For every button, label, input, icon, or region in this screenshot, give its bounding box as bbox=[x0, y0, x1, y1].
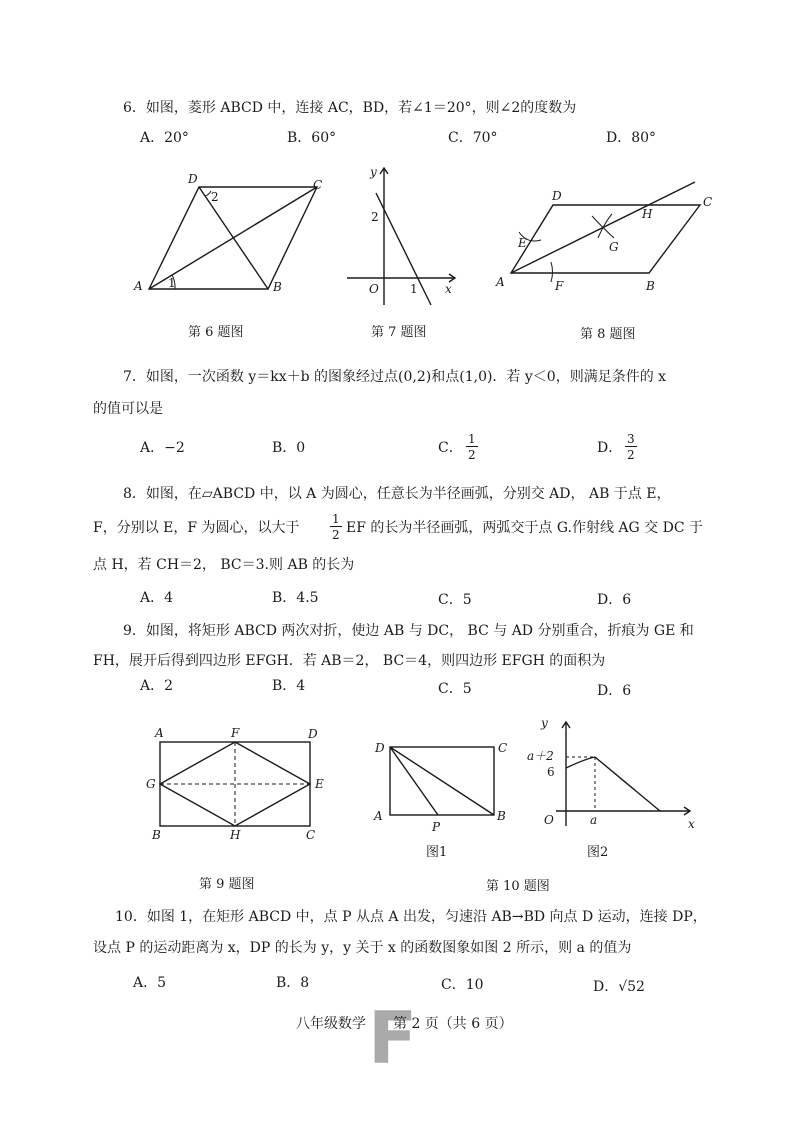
fig7-label-2: 2 bbox=[371, 210, 379, 224]
q10-option-a: A．5 bbox=[133, 975, 167, 991]
fig9-label-d: D bbox=[308, 727, 318, 741]
fig8-label-f: F bbox=[555, 279, 564, 293]
q7-stem-line2: 的值可以是 bbox=[93, 401, 163, 417]
fig8-label-h: H bbox=[642, 207, 653, 221]
q7-option-c: C． bbox=[438, 440, 463, 456]
q8-option-c: C．5 bbox=[438, 592, 472, 608]
fig10-group-caption: 第 10 题图 bbox=[486, 879, 550, 894]
fig9-label-f: F bbox=[231, 726, 240, 740]
fig8-label-b: B bbox=[646, 279, 655, 293]
q9-option-b: B．4 bbox=[272, 678, 306, 694]
q7-option-a: A．−2 bbox=[140, 440, 185, 456]
fig7-axes bbox=[347, 168, 455, 305]
fig7-label-y: y bbox=[370, 165, 377, 179]
q7-option-d-den: 2 bbox=[627, 448, 635, 462]
q6-option-b: B．60° bbox=[287, 130, 337, 146]
fig10a-label-c: C bbox=[498, 741, 508, 755]
fig7-label-o: O bbox=[369, 282, 379, 296]
q7-option-d-num: 3 bbox=[627, 432, 635, 446]
q10-option-d: D．√52 bbox=[593, 979, 645, 995]
watermark-f: F bbox=[368, 996, 418, 1080]
fig8-label-d: D bbox=[552, 189, 562, 203]
fig9-label-c: C bbox=[306, 828, 316, 842]
fig10b-label-y: y bbox=[541, 716, 548, 730]
q8-line1: 8．如图，在▱ABCD 中，以 A 为圆心，任意长为半径画弧，分别交 AD， AB 于点 E， bbox=[123, 486, 671, 502]
q7-option-c-fraction bbox=[466, 433, 478, 461]
fig10b-caption: 图2 bbox=[587, 845, 609, 860]
q6-stem: 6．如图，菱形 ABCD 中，连接 AC，BD，若∠1＝20°，则∠2的度数为 bbox=[123, 100, 577, 116]
fig10-rectangle bbox=[390, 747, 494, 815]
fig9-rectangle bbox=[160, 742, 310, 826]
figures-row1 bbox=[0, 0, 794, 360]
fig8-label-c: C bbox=[703, 195, 713, 209]
fig8-parallelogram bbox=[511, 182, 700, 282]
footer-subject: 八年级数学 bbox=[296, 1016, 366, 1032]
fig9-label-b: B bbox=[152, 828, 161, 842]
q8-line2-a: F，分别以 E，F 为圆心，以大于 bbox=[93, 520, 300, 536]
fig9-label-g: G bbox=[146, 777, 156, 791]
q10-line2: 设点 P 的运动距离为 x，DP 的长为 y，y 关于 x 的函数图象如图 2 所示，则 a 的值为 bbox=[93, 940, 632, 956]
q7-option-c-num: 1 bbox=[468, 432, 476, 446]
fig10b-label-o: O bbox=[544, 813, 554, 827]
fig9-caption: 第 9 题图 bbox=[199, 877, 255, 892]
q8-fraction-num: 1 bbox=[332, 512, 340, 526]
fig8-label-a: A bbox=[496, 275, 505, 289]
figures-row2 bbox=[0, 700, 794, 850]
fig10a-label-d: D bbox=[375, 741, 385, 755]
fig9-label-a: A bbox=[155, 726, 164, 740]
q8-option-a: A．4 bbox=[140, 590, 174, 606]
fig8-label-e: E bbox=[518, 236, 527, 250]
fig10b-label-6: 6 bbox=[547, 765, 555, 779]
fig6-label-c: C bbox=[313, 178, 323, 192]
q10-option-b: B．8 bbox=[276, 975, 310, 991]
fig10a-caption: 图1 bbox=[426, 845, 448, 860]
fig9-label-e: E bbox=[315, 777, 324, 791]
fig6-label-2: 2 bbox=[211, 190, 219, 204]
fig10b-label-a: a bbox=[590, 813, 598, 827]
fig10b-axes bbox=[556, 722, 690, 826]
footer-page: 第 2 页（共 6 页） bbox=[393, 1016, 513, 1032]
fig10a-label-a: A bbox=[374, 809, 383, 823]
q6-option-d: D．80° bbox=[606, 130, 657, 146]
q9-line2: FH，展开后得到四边形 EFGH．若 AB＝2， BC＝4，则四边形 EFGH 的面积为 bbox=[93, 653, 606, 669]
q9-line1: 9．如图，将矩形 ABCD 两次对折，使边 AB 与 DC， BC 与 AD 分别重合，折痕为 GE 和 bbox=[123, 623, 694, 639]
fig10a-label-b: B bbox=[497, 809, 506, 823]
fig9-label-h: H bbox=[230, 828, 241, 842]
q8-option-d: D．6 bbox=[597, 592, 632, 608]
fig7-label-x: x bbox=[445, 282, 452, 296]
q6-option-a: A．20° bbox=[140, 130, 189, 146]
q8-line2-fraction bbox=[330, 513, 342, 541]
fig8-label-g: G bbox=[609, 240, 619, 254]
fig10b-label-a-plus-2: a＋2 bbox=[527, 749, 554, 763]
fig10b-label-x: x bbox=[688, 817, 695, 831]
fig6-label-1: 1 bbox=[168, 276, 176, 290]
fig6-caption: 第 6 题图 bbox=[188, 325, 244, 340]
q7-option-d-fraction bbox=[625, 433, 637, 461]
q8-line3: 点 H，若 CH＝2， BC＝3.则 AB 的长为 bbox=[93, 557, 355, 573]
fig10a-label-p: P bbox=[432, 820, 441, 834]
q7-option-b: B．0 bbox=[272, 440, 306, 456]
q10-line1: 10．如图 1，在矩形 ABCD 中，点 P 从点 A 出发，匀速沿 AB→BD 向点 D 运动，连接 DP， bbox=[115, 909, 707, 925]
fig6-rhombus bbox=[149, 187, 317, 289]
q9-option-c: C．5 bbox=[438, 681, 472, 697]
q8-fraction-den: 2 bbox=[332, 528, 340, 542]
q8-option-b: B．4.5 bbox=[272, 590, 319, 606]
fig6-label-d: D bbox=[188, 172, 198, 186]
fig6-label-b: B bbox=[273, 280, 282, 294]
q7-option-c-den: 2 bbox=[468, 448, 476, 462]
q9-option-d: D．6 bbox=[597, 683, 632, 699]
q7-stem-line1: 7．如图，一次函数 y＝kx＋b 的图象经过点(0,2)和点(1,0)．若 y＜0，则满足条件的 x bbox=[123, 369, 667, 385]
q9-option-a: A．2 bbox=[140, 678, 174, 694]
fig7-caption: 第 7 题图 bbox=[371, 325, 427, 340]
q8-line2-b: EF 的长为半径画弧，两弧交于点 G.作射线 AG 交 DC 于 bbox=[346, 520, 703, 536]
fig6-label-a: A bbox=[134, 279, 143, 293]
q7-option-d: D． bbox=[597, 440, 623, 456]
q10-option-c: C．10 bbox=[441, 977, 484, 993]
fig8-caption: 第 8 题图 bbox=[580, 327, 636, 342]
fig7-label-1: 1 bbox=[410, 282, 418, 296]
q6-option-c: C．70° bbox=[448, 130, 498, 146]
